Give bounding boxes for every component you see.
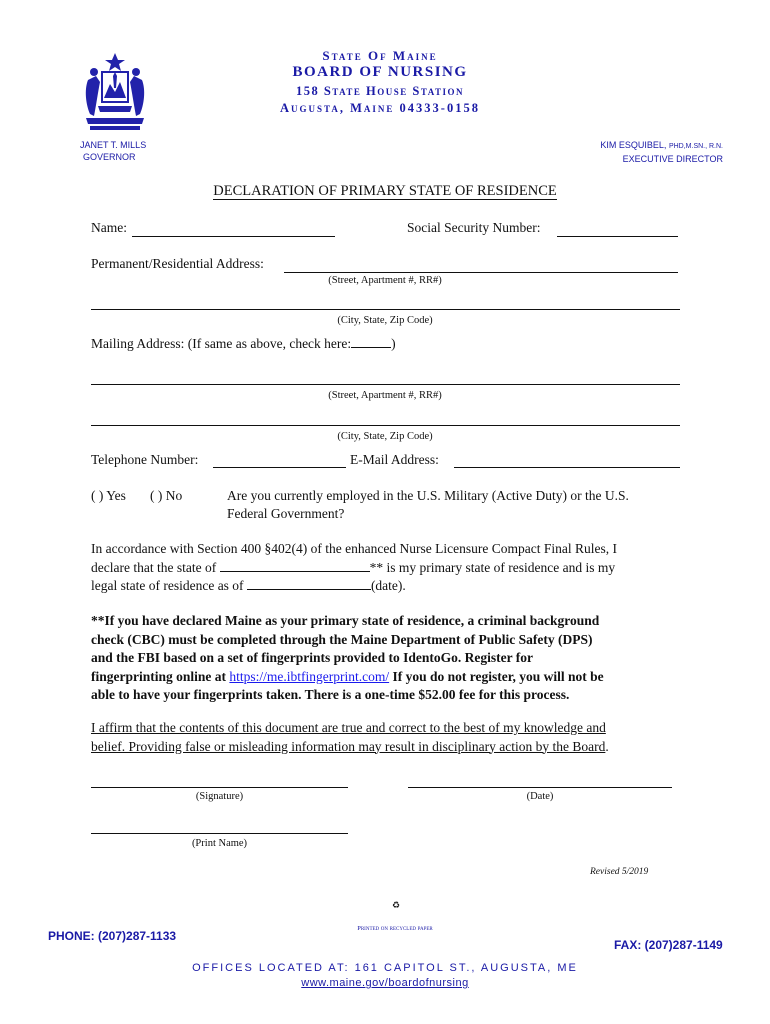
recycle-icon: ♻ [392,900,401,910]
yes-option[interactable]: ( ) Yes [91,488,126,503]
fax-number: FAX: (207)287-1149 [614,938,723,952]
ssn-label: Social Security Number: [407,220,541,235]
print-name-field[interactable] [91,833,348,834]
permanent-street-caption: (Street, Apartment #, RR#) [328,275,442,286]
mailing-street-caption: (Street, Apartment #, RR#) [328,390,442,401]
form-title: DECLARATION OF PRIMARY STATE OF RESIDENCE [213,183,557,199]
military-question-line2: Federal Government? [227,506,345,521]
fingerprint-link[interactable]: https://me.ibtfingerprint.com/ [229,668,390,684]
recycled-paper-note: Printed on recycled paper [357,925,433,932]
residence-date-field[interactable] [247,589,371,590]
permanent-city-field[interactable] [91,309,680,310]
office-address: OFFICES LOCATED AT: 161 CAPITOL ST., AUGUSTA, ME [192,962,578,974]
cbc-paragraph: **If you have declared Maine as your primary state of residence, a criminal background check (CBC) must be completed through the Maine Department of Public Safety (DPS) and the FBI based on a set of fingerprints provided to IdentoGo. Register for fingerprinting online at https://me.ibtfingerprint.com/ If you do not register, you will not be able to have your fingerprints taken. There is a one-time $52.00 fee for this process. [91,613,604,702]
governor-block [80,139,190,163]
mailing-city-field[interactable] [91,425,680,426]
board-heading: BOARD OF NURSING [292,64,468,80]
state-seal-logo [80,50,150,132]
name-field[interactable] [132,236,335,237]
name-label: Name: [91,220,127,235]
mailing-address-label: Mailing Address: (If same as above, check here: ) [91,336,396,351]
governor-title: GOVERNOR [83,152,136,162]
signature-field[interactable] [91,787,348,788]
declared-state-field[interactable] [220,571,370,572]
ssn-field[interactable] [557,236,678,237]
director-name: KIM ESQUIBEL, [600,140,667,150]
director-block [530,139,723,165]
no-option[interactable]: ( ) No [150,488,183,503]
permanent-city-caption: (City, State, Zip Code) [337,315,433,326]
telephone-label: Telephone Number: [91,452,199,467]
date-caption: (Date) [526,791,554,802]
affirm-paragraph: I affirm that the contents of this document are true and correct to the best of my knowledge and belief. Providing false or misleading information may result in disciplinary action by the Board. [91,720,609,754]
city-heading: Augusta, Maine 04333-0158 [280,101,480,115]
mailing-city-caption: (City, State, Zip Code) [337,431,433,442]
director-title: EXECUTIVE DIRECTOR [622,154,723,164]
signature-caption: (Signature) [195,791,244,802]
same-as-above-checkbox[interactable] [351,347,391,348]
military-question-line1: Are you currently employed in the U.S. Military (Active Duty) or the U.S. [227,488,629,503]
email-field[interactable] [454,467,680,468]
revised-date: Revised 5/2019 [590,867,649,877]
date-field[interactable] [408,787,672,788]
email-label: E-Mail Address: [350,452,439,467]
mailing-street-field[interactable] [91,384,680,385]
website-link[interactable]: www.maine.gov/boardofnursing [301,977,469,989]
telephone-field[interactable] [213,467,346,468]
accordance-paragraph: In accordance with Section 400 §402(4) of the enhanced Nurse Licensure Compact Final Rules, I declare that the state of ** is my primary state of residence and is my legal state of residence as of (date). [91,541,617,593]
permanent-address-label: Permanent/Residential Address: [91,256,264,271]
director-credentials: PHD,M.SN., R.N. [668,143,723,150]
print-name-caption: (Print Name) [191,838,248,849]
address-heading: 158 State House Station [295,84,465,98]
phone-number: PHONE: (207)287-1133 [48,929,177,943]
permanent-street-field[interactable] [284,272,678,273]
governor-name: JANET T. MILLS [80,140,147,150]
state-heading: State Of Maine [322,48,438,63]
